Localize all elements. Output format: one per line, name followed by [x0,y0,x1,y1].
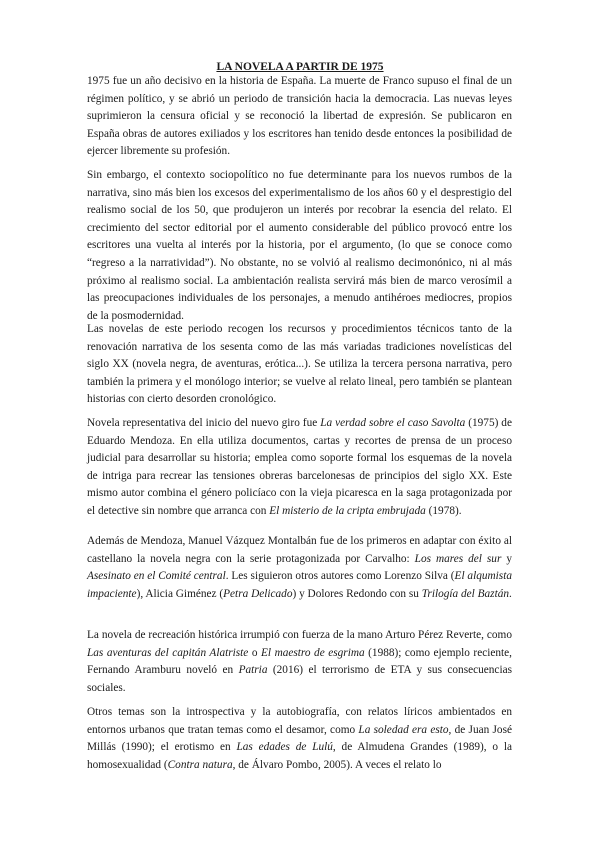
paragraph [87,533,512,603]
paragraph [87,704,512,774]
book-title: La soledad era esto [358,723,449,736]
text-run: (1988); como ejemplo reciente, Fernando Aramburu noveló en [87,646,513,677]
text-run: Novela representativa del inicio del nuevo giro fue [87,417,321,429]
book-title: El maestro de esgrima [261,646,365,659]
book-title: El alqumista impaciente [87,570,512,600]
paragraph [87,167,512,325]
text-run: . Les siguieron otros autores como Lorenzo Silva ( [225,570,455,583]
text-run: , de Almudena Grandes (1989), o la homosexualidad ( [87,741,512,771]
book-title: Las aventuras del capitán Alatriste [87,646,249,659]
text-run: Sin embargo, el contexto sociopolítico no fue determinante para los nuevos rumbos de la narrativa, sino más bien los excesos del experimentalismo de los años 60 y el desprestigio del realismo social de los 50, que produjeron un interés por recobrar la esencia del relato. El crecimiento del sector editorial por el aumento considerable del público provocó entre los escritores una vuelta al interés por la historia, por el argumento, (lo que se conoce como “regreso a la narratividad”). No obstante, no se volvió al realismo decimonónico, ni al más próximo al realismo social. La ambientación realista servirá más bien de marco verosímil a las preocupaciones individuales de los personajes, a menudo antihéroes mediocres, propios de la posmodernidad. [87,169,512,322]
text-run: , de Juan José Millás (1990); el erotismo en [87,723,512,754]
paragraph [87,73,512,161]
text-run: ) y Dolores Redondo con su [292,587,422,600]
book-title: Asesinato en el Comité central [87,570,226,583]
book-title: La verdad sobre el caso Savolta [320,417,466,429]
text-run: y [501,552,512,565]
text-run: , de Álvaro Pombo, 2005). A veces el relato lo [232,758,442,771]
book-title: Las edades de Lulú [236,741,333,754]
text-run: (1975) de Eduardo Mendoza. En ella utiliza documentos, cartas y recortes de prensa de un proceso judicial para desarrollar su historia; emplea como soporte formal los esquemas de la novela de intriga para recrear las tensiones obreras barcelonesas de principios del siglo XX. Este mismo autor combina el género policíaco con la vieja picaresca en la saga protagonizada por el detective sin nombre que arranca con [87,417,512,517]
book-title: Petra Delicado [223,587,293,600]
paragraph [87,321,512,409]
book-title: Trilogía del Baztán [421,587,510,600]
text-run: Otros temas son la introspectiva y la autobiografía, con relatos líricos ambientados en entornos urbanos que tratan temas como el desamor, como [87,706,512,736]
text-run: 1975 fue un año decisivo en la historia de España. La muerte de Franco supuso el final de un régimen político, y se abrió un periodo de transición hacia la democracia. Las nuevas leyes suprimieron la censura oficial y se reconoció la libertad de expresión. Se publicaron en España obras de autores exiliados y los escritores han tenido desde entonces la posibilidad de ejercer libremente su profesión. [87,75,512,158]
book-title: Contra natura [167,758,233,771]
paragraph [87,627,512,697]
book-title: Los mares del sur [414,552,502,565]
book-title: El misterio de la cripta embrujada [269,504,426,517]
document-title: LA NOVELA A PARTIR DE 1975 [216,61,384,73]
paragraph [87,415,512,521]
text-run: Además de Mendoza, Manuel Vázquez Montalbán fue de los primeros en adaptar con éxito al castellano la novela negra con la serie protagonizada por Carvalho: [87,535,512,565]
text-run: . [509,587,512,600]
text-run: Las novelas de este periodo recogen los recursos y procedimientos técnicos tanto de la renovación narrativa de los sesenta como de las más variadas tradiciones novelísticas del siglo XX (novela negra, de aventuras, erótica...). Se utiliza la tercera persona narrativa, pero también la primera y el monólogo interior; se vuelve al relato lineal, pero también se plantean historias con cierto desorden cronológico. [87,323,512,406]
text-run: o [248,646,262,659]
text-run: ), Alicia Giménez ( [136,587,224,600]
text-run: (2016) el terrorismo de ETA y sus consecuencias sociales. [87,664,512,694]
text-run: La novela de recreación histórica irrumpió con fuerza de la mano Arturo Pérez Reverte, como [87,629,512,641]
book-title: Patria [238,664,268,677]
text-run: (1978). [425,504,462,517]
